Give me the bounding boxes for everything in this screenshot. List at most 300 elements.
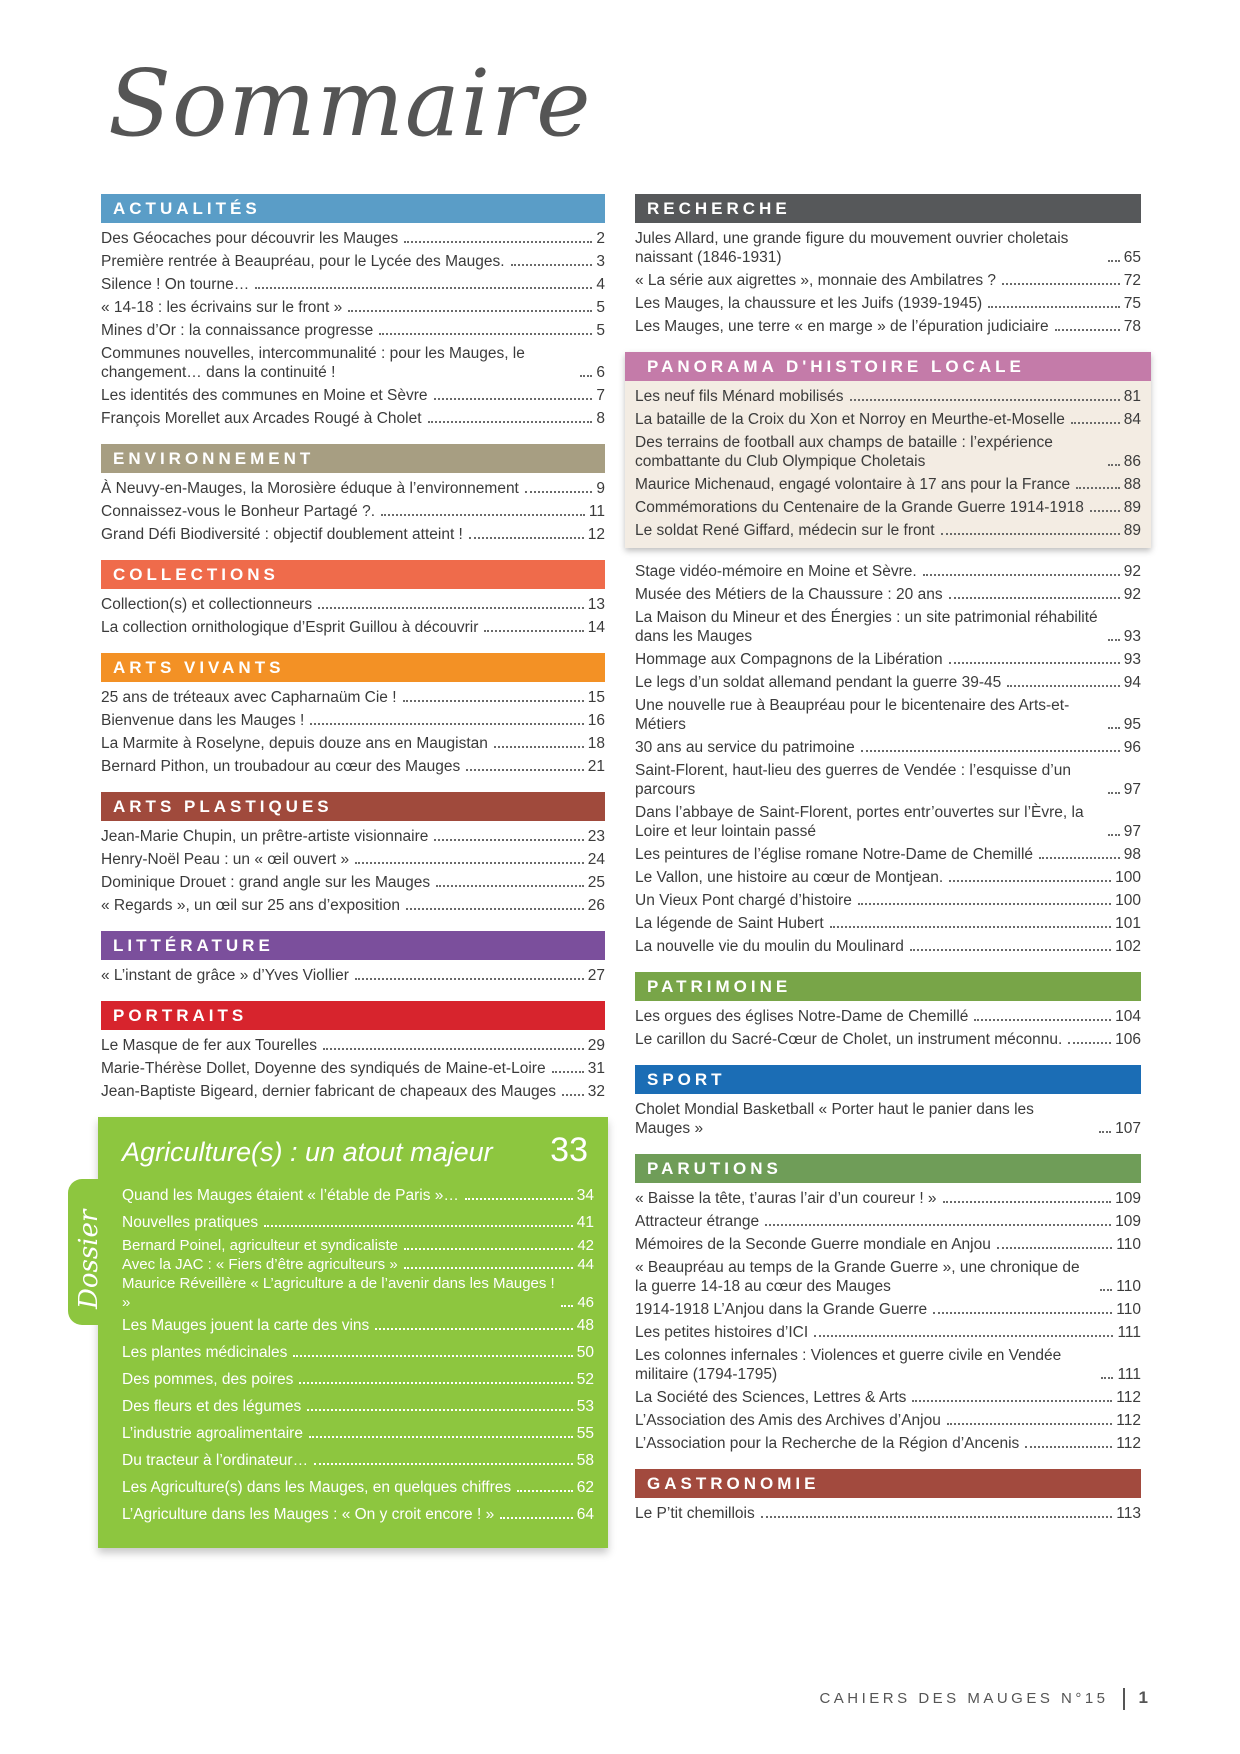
toc-entry-title: Commémorations du Centenaire de la Grande Guerre 1914-1918 [635, 499, 1084, 516]
toc-entry-page: 111 [1117, 1324, 1141, 1341]
toc-entry-title: Les Mauges, une terre « en marge » de l’épuration judiciaire [635, 318, 1049, 335]
toc-entry[interactable] [635, 583, 1141, 606]
dot-leader [949, 597, 1120, 599]
toc-entry[interactable] [101, 616, 605, 639]
toc-entry-title: Marie-Thérèse Dollet, Doyenne des syndiqués de Maine-et-Loire [101, 1060, 546, 1077]
toc-entry[interactable] [122, 1366, 594, 1393]
toc-entry-title: Les Mauges, la chaussure et les Juifs (1939-1945) [635, 295, 983, 312]
toc-entry-title: 25 ans de tréteaux avec Capharnaüm Cie ! [101, 689, 397, 706]
dot-leader [858, 903, 1111, 905]
dot-leader [469, 537, 584, 539]
section-heading: GASTRONOMIE [635, 1469, 1141, 1498]
toc-entry-title: 30 ans au service du patrimoine [635, 739, 855, 756]
page-number: 1 [1138, 1688, 1148, 1707]
dossier-header [122, 1131, 594, 1170]
toc-entry-page: 4 [596, 276, 605, 293]
toc-entry-page: 18 [587, 735, 605, 752]
dossier-page-number: 33 [550, 1131, 588, 1169]
section-environnement [101, 444, 605, 546]
toc-entry-page: 110 [1116, 1278, 1141, 1295]
toc-entry-page: 64 [576, 1506, 594, 1523]
toc-entry-page: 23 [587, 828, 605, 845]
toc-entry[interactable] [635, 736, 1141, 759]
toc-entry-page: 95 [1123, 716, 1141, 733]
toc-entry-title: Nouvelles pratiques [122, 1214, 259, 1231]
dot-leader [436, 885, 584, 887]
toc-entry[interactable] [101, 848, 605, 871]
toc-entry[interactable] [122, 1501, 594, 1528]
toc-entry[interactable] [635, 1432, 1141, 1455]
dossier-title: Agriculture(s) : un atout majeur [122, 1137, 493, 1167]
toc-entry-title: « La série aux aigrettes », monnaie des Ambilatres ? [635, 272, 997, 289]
toc-entry-title: Les identités des communes en Moine et Sèvre [101, 387, 428, 404]
dot-leader [1071, 422, 1120, 424]
section-heading: ENVIRONNEMENT [101, 444, 605, 473]
toc-entry-page: 88 [1123, 476, 1141, 493]
dot-leader [1007, 685, 1120, 687]
dot-leader [552, 1071, 584, 1073]
toc-entry-page: 72 [1123, 272, 1141, 289]
toc-entry-page: 6 [596, 364, 605, 381]
dot-leader [1108, 792, 1120, 794]
toc-entry-page: 5 [596, 299, 605, 316]
toc-entry[interactable] [635, 560, 1141, 583]
dot-leader [404, 1267, 574, 1269]
section-heading: PANORAMA D'HISTOIRE LOCALE [625, 352, 1151, 381]
toc-entry-title: Les Mauges jouent la carte des vins [122, 1317, 370, 1334]
toc-entry-title: Quand les Mauges étaient « l’étable de Paris »… [122, 1187, 459, 1204]
toc-entry-page: 93 [1123, 628, 1141, 645]
toc-entry-page: 106 [1115, 1031, 1141, 1048]
dot-leader [1100, 1289, 1112, 1291]
toc-entry[interactable] [635, 1256, 1141, 1298]
toc-entry-title: Maurice Réveillère « L’agriculture a de l’avenir dans les Mauges ! » [122, 1275, 555, 1311]
toc-entry[interactable] [635, 1187, 1141, 1210]
dot-leader [1076, 487, 1120, 489]
section-heading: PATRIMOINE [635, 972, 1141, 1001]
toc-entry[interactable] [635, 1344, 1141, 1386]
toc-entry-page: 86 [1123, 453, 1141, 470]
dot-leader [500, 1517, 573, 1519]
toc-entry[interactable] [635, 694, 1141, 736]
right-column [635, 194, 1141, 1539]
dot-leader [314, 1463, 573, 1465]
toc-entry[interactable] [635, 473, 1141, 496]
toc-entry-page: 15 [587, 689, 605, 706]
dot-leader [988, 306, 1120, 308]
toc-entry[interactable] [101, 523, 605, 546]
toc-entry-title: Connaissez-vous le Bonheur Partagé ?. [101, 503, 375, 520]
toc-entry[interactable] [101, 1034, 605, 1057]
section-sport [635, 1065, 1141, 1140]
dot-leader [293, 1355, 572, 1357]
toc-entry-title: Un Vieux Pont chargé d’histoire [635, 892, 852, 909]
toc-entry-page: 92 [1123, 586, 1141, 603]
dot-leader [910, 949, 1111, 951]
section-heading: ARTS PLASTIQUES [101, 792, 605, 821]
dot-leader [1039, 857, 1120, 859]
dot-leader [466, 769, 583, 771]
toc-entry-page: 7 [596, 387, 605, 404]
toc-entry-title: La Maison du Mineur et des Énergies : un site patrimonial réhabilité dans les Mauges [635, 609, 1098, 645]
dot-leader [974, 1019, 1111, 1021]
toc-entry-page: 89 [1123, 522, 1141, 539]
section-patrimoine [635, 972, 1141, 1051]
toc-entry-title: Le carillon du Sacré-Cœur de Cholet, un instrument méconnu. [635, 1031, 1063, 1048]
toc-entry[interactable] [635, 1298, 1141, 1321]
toc-entry-title: Les peintures de l’église romane Notre-Dame de Chemillé [635, 846, 1034, 863]
section-parutions [635, 1154, 1141, 1455]
toc-entry-page: 112 [1116, 1435, 1141, 1452]
toc-entry[interactable] [101, 871, 605, 894]
toc-entry[interactable] [635, 519, 1141, 542]
toc-entry-page: 94 [1123, 674, 1141, 691]
toc-entry[interactable] [101, 825, 605, 848]
toc-entry[interactable] [635, 843, 1141, 866]
toc-entry-page: 9 [596, 480, 605, 497]
toc-entry[interactable] [122, 1393, 594, 1420]
toc-entry[interactable] [122, 1236, 594, 1255]
toc-entry-title: Le soldat René Giffard, médecin sur le front [635, 522, 935, 539]
toc-entry[interactable] [101, 250, 605, 273]
toc-entry-page: 100 [1115, 892, 1141, 909]
dot-leader [1099, 1131, 1111, 1133]
dot-leader [379, 333, 592, 335]
dot-leader [1101, 1377, 1113, 1379]
toc-entry-page: 62 [576, 1479, 594, 1496]
dot-leader [561, 1305, 573, 1307]
section-panorama [625, 352, 1151, 548]
dot-leader [912, 1400, 1112, 1402]
toc-entry-title: L’industrie agroalimentaire [122, 1425, 303, 1442]
dossier-tab-label: Dossier [74, 1209, 104, 1309]
toc-entry[interactable] [635, 385, 1141, 408]
dot-leader [404, 1248, 573, 1250]
toc-entry[interactable] [122, 1420, 594, 1447]
toc-entry-title: L’Agriculture dans les Mauges : « On y croit encore ! » [122, 1506, 495, 1523]
toc-entry-title: Une nouvelle rue à Beaupréau pour le bicentenaire des Arts-et-Métiers [635, 697, 1070, 733]
toc-entry-title: Dans l’abbaye de Saint-Florent, portes entr’ouvertes sur l’Èvre, la Loire et leur lointain passé [635, 804, 1084, 840]
toc-entry[interactable] [635, 315, 1141, 338]
dot-leader [318, 607, 584, 609]
section-panorama-more [635, 560, 1141, 958]
toc-entry[interactable] [635, 496, 1141, 519]
toc-entry[interactable] [635, 1321, 1141, 1344]
toc-entry[interactable] [122, 1447, 594, 1474]
toc-entry-page: 32 [587, 1083, 605, 1100]
toc-entry-page: 21 [587, 758, 605, 775]
toc-entry[interactable] [635, 671, 1141, 694]
toc-entry[interactable] [635, 606, 1141, 648]
toc-entry-page: 5 [596, 322, 605, 339]
dot-leader [406, 908, 584, 910]
toc-entry[interactable] [635, 292, 1141, 315]
toc-entry[interactable] [635, 889, 1141, 912]
toc-entry-title: « Regards », un œil sur 25 ans d’exposition [101, 897, 400, 914]
toc-entry[interactable] [635, 1409, 1141, 1432]
dot-leader [511, 264, 593, 266]
toc-entry[interactable] [101, 384, 605, 407]
toc-entry-page: 44 [577, 1256, 594, 1273]
toc-entry-title: Attracteur étrange [635, 1213, 760, 1230]
dot-leader [765, 1224, 1111, 1226]
toc-entry[interactable] [101, 894, 605, 917]
toc-entry-title: La nouvelle vie du moulin du Moulinard [635, 938, 904, 955]
dossier-entries [122, 1182, 594, 1528]
section-heading: PORTRAITS [101, 1001, 605, 1030]
toc-entry-page: 93 [1123, 651, 1141, 668]
toc-entry[interactable] [101, 319, 605, 342]
dot-leader [434, 839, 583, 841]
dot-leader [814, 1335, 1113, 1337]
toc-entry-page: 14 [587, 619, 605, 636]
toc-entry[interactable] [101, 227, 605, 250]
toc-entry-title: Dominique Drouet : grand angle sur les Mauges [101, 874, 431, 891]
toc-entry-title: Des pommes, des poires [122, 1371, 294, 1388]
toc-entry[interactable] [635, 431, 1141, 473]
toc-entry-title: Première rentrée à Beaupréau, pour le Lycée des Mauges. [101, 253, 505, 270]
toc-entry-page: 12 [587, 526, 605, 543]
toc-entry[interactable] [122, 1474, 594, 1501]
dossier-box [74, 1117, 608, 1548]
dot-leader [1055, 329, 1120, 331]
toc-entry-page: 110 [1116, 1301, 1141, 1318]
toc-entry-title: Avec la JAC : « Fiers d’être agriculteurs » [122, 1256, 398, 1273]
toc-entry-title: Bernard Poinel, agriculteur et syndicaliste [122, 1237, 398, 1254]
toc-entry-title: L’Association des Amis des Archives d’Anjou [635, 1412, 941, 1429]
toc-entry-title: Musée des Métiers de la Chaussure : 20 ans [635, 586, 943, 603]
toc-entry-title: « Baisse la tête, t’auras l’air d’un coureur ! » [635, 1190, 937, 1207]
toc-entry[interactable] [101, 593, 605, 616]
dot-leader [310, 723, 583, 725]
toc-entry[interactable] [101, 709, 605, 732]
toc-entry[interactable] [101, 964, 605, 987]
dot-leader [1108, 260, 1120, 262]
toc-entry-title: Le Vallon, une histoire au cœur de Montjean. [635, 869, 944, 886]
toc-entry-page: 42 [577, 1237, 594, 1254]
toc-entry-title: Le legs d’un soldat allemand pendant la guerre 39-45 [635, 674, 1002, 691]
toc-entry-title: Maurice Michenaud, engagé volontaire à 17 ans pour la France [635, 476, 1071, 493]
dot-leader [517, 1490, 573, 1492]
toc-entry-page: 55 [576, 1425, 594, 1442]
section-actualites [101, 194, 605, 430]
toc-entry-title: L’Association pour la Recherche de la Région d’Ancenis [635, 1435, 1020, 1452]
toc-entry[interactable] [101, 407, 605, 430]
toc-entry-page: 24 [587, 851, 605, 868]
dot-leader [299, 1382, 572, 1384]
toc-entry-page: 112 [1116, 1412, 1141, 1429]
toc-entry[interactable] [101, 273, 605, 296]
toc-entry-page: 25 [587, 874, 605, 891]
dot-leader [830, 926, 1111, 928]
toc-entry-title: La bataille de la Croix du Xon et Norroy en Meurthe-et-Moselle [635, 411, 1065, 428]
toc-entry-page: 46 [577, 1294, 594, 1311]
toc-entry-title: À Neuvy-en-Mauges, la Morosière éduque à l’environnement [101, 480, 519, 497]
dot-leader [525, 491, 593, 493]
toc-entry-title: Les neuf fils Ménard mobilisés [635, 388, 844, 405]
toc-entry-page: 34 [576, 1187, 594, 1204]
toc-entry-page: 81 [1123, 388, 1141, 405]
toc-entry-page: 3 [596, 253, 605, 270]
toc-entry-page: 110 [1116, 1236, 1141, 1253]
toc-entry[interactable] [101, 500, 605, 523]
toc-entry-page: 2 [596, 230, 605, 247]
dot-leader [1108, 464, 1120, 466]
dot-leader [494, 746, 584, 748]
toc-entry[interactable] [635, 1210, 1141, 1233]
toc-entry[interactable] [122, 1274, 594, 1312]
toc-entry-page: 98 [1123, 846, 1141, 863]
toc-entry-title: Les plantes médicinales [122, 1344, 288, 1361]
section-heading: RECHERCHE [635, 194, 1141, 223]
toc-entry-page: 101 [1115, 915, 1141, 932]
dot-leader [309, 1436, 573, 1438]
toc-entry-page: 65 [1123, 249, 1141, 266]
dot-leader [1002, 283, 1120, 285]
dot-leader [484, 630, 583, 632]
toc-entry[interactable] [635, 801, 1141, 843]
dot-leader [255, 287, 592, 289]
toc-entry-title: Henry-Noël Peau : un « œil ouvert » [101, 851, 350, 868]
section-gastronomie [635, 1469, 1141, 1525]
toc-entry[interactable] [101, 686, 605, 709]
toc-entry[interactable] [635, 227, 1141, 269]
toc-entry[interactable] [635, 1233, 1141, 1256]
page-title: Sommaire [108, 50, 592, 157]
toc-entry[interactable] [635, 1098, 1141, 1140]
dot-leader [861, 750, 1120, 752]
toc-entry[interactable] [101, 477, 605, 500]
toc-entry-title: Jean-Marie Chupin, un prêtre-artiste visionnaire [101, 828, 429, 845]
toc-entry-page: 104 [1115, 1008, 1141, 1025]
toc-entry-title: « L’instant de grâce » d’Yves Viollier [101, 967, 349, 984]
dot-leader [997, 1247, 1112, 1249]
toc-entry-title: Du tracteur à l’ordinateur… [122, 1452, 309, 1469]
toc-entry-page: 16 [587, 712, 605, 729]
toc-entry-page: 97 [1123, 781, 1141, 798]
toc-entry[interactable] [635, 408, 1141, 431]
toc-entry-page: 13 [587, 596, 605, 613]
toc-entry[interactable] [101, 342, 605, 384]
toc-entry[interactable] [101, 755, 605, 778]
toc-entry-title: Collection(s) et collectionneurs [101, 596, 313, 613]
toc-entry[interactable] [635, 269, 1141, 292]
toc-entry-page: 96 [1123, 739, 1141, 756]
dossier-tab [68, 1179, 112, 1325]
dot-leader [1108, 639, 1120, 641]
toc-entry[interactable] [635, 648, 1141, 671]
toc-entry-page: 97 [1123, 823, 1141, 840]
toc-entry[interactable] [635, 1028, 1141, 1051]
toc-entry-title: Les petites histoires d’ICI [635, 1324, 809, 1341]
toc-entry[interactable] [635, 1502, 1141, 1525]
dot-leader [323, 1048, 584, 1050]
toc-entry-title: Jules Allard, une grande figure du mouvement ouvrier choletais naissant (1846-1931) [635, 230, 1069, 266]
toc-entry-page: 53 [576, 1398, 594, 1415]
toc-entry-title: 1914-1918 L’Anjou dans la Grande Guerre [635, 1301, 928, 1318]
toc-entry[interactable] [635, 759, 1141, 801]
toc-entry[interactable] [635, 912, 1141, 935]
toc-entry-page: 29 [587, 1037, 605, 1054]
toc-entry-title: « Beaupréau au temps de la Grande Guerre », une chronique de la guerre 14-18 au cœur des Mauges [635, 1259, 1080, 1295]
toc-entry[interactable] [635, 866, 1141, 889]
toc-entry-title: Grand Défi Biodiversité : objectif doublement atteint ! [101, 526, 463, 543]
left-column [74, 194, 605, 1548]
toc-entry-page: 48 [576, 1317, 594, 1334]
section-arts-plastiques [101, 792, 605, 917]
section-heading: ACTUALITÉS [101, 194, 605, 223]
toc-entry-title: François Morellet aux Arcades Rougé à Cholet [101, 410, 422, 427]
toc-entry-title: Silence ! On tourne… [101, 276, 250, 293]
toc-entry-page: 111 [1117, 1366, 1141, 1383]
dot-leader [933, 1312, 1112, 1314]
toc-entry[interactable] [122, 1312, 594, 1339]
toc-entry[interactable] [101, 732, 605, 755]
dot-leader [355, 862, 584, 864]
toc-entry-page: 27 [587, 967, 605, 984]
toc-entry-title: La Société des Sciences, Lettres & Arts [635, 1389, 907, 1406]
toc-entry-page: 102 [1115, 938, 1141, 955]
toc-entry-title: Les Agriculture(s) dans les Mauges, en quelques chiffres [122, 1479, 512, 1496]
section-arts-vivants [101, 653, 605, 778]
toc-entry-title: Bernard Pithon, un troubadour au cœur des Mauges [101, 758, 461, 775]
toc-entry-page: 75 [1123, 295, 1141, 312]
toc-entry[interactable] [122, 1182, 594, 1209]
toc-entry[interactable] [101, 296, 605, 319]
toc-entry[interactable] [122, 1209, 594, 1236]
dot-leader [428, 421, 593, 423]
toc-entry-page: 11 [588, 503, 605, 520]
dot-leader [761, 1516, 1113, 1518]
toc-entry[interactable] [101, 1057, 605, 1080]
toc-entry[interactable] [101, 1080, 605, 1103]
dot-leader [580, 375, 592, 377]
toc-entry-page: 89 [1123, 499, 1141, 516]
dot-leader [404, 241, 592, 243]
dot-leader [947, 1423, 1112, 1425]
toc-entry-title: Hommage aux Compagnons de la Libération [635, 651, 943, 668]
section-heading: COLLECTIONS [101, 560, 605, 589]
toc-entry[interactable] [635, 1386, 1141, 1409]
toc-entry-title: Bienvenue dans les Mauges ! [101, 712, 305, 729]
toc-entry[interactable] [122, 1339, 594, 1366]
toc-entry[interactable] [635, 935, 1141, 958]
toc-entry[interactable] [635, 1005, 1141, 1028]
toc-entry-page: 26 [587, 897, 605, 914]
toc-entry-title: La collection ornithologique d’Esprit Guillou à découvrir [101, 619, 479, 636]
section-heading: PARUTIONS [635, 1154, 1141, 1183]
dot-leader [562, 1094, 584, 1096]
toc-entry-title: Les colonnes infernales : Violences et guerre civile en Vendée militaire (1794-1795) [635, 1347, 1062, 1383]
dot-leader [1090, 510, 1120, 512]
dot-leader [434, 398, 593, 400]
dot-leader [1025, 1446, 1112, 1448]
toc-entry[interactable] [122, 1255, 594, 1274]
publication-name: CAHIERS DES MAUGES N°15 [819, 1690, 1109, 1707]
section-portraits [101, 1001, 605, 1103]
toc-entry-title: La Marmite à Roselyne, depuis douze ans en Maugistan [101, 735, 488, 752]
toc-entry-page: 50 [576, 1344, 594, 1361]
page-footer [819, 1688, 1148, 1710]
section-recherche [635, 194, 1141, 338]
dot-leader [943, 1201, 1112, 1203]
dot-leader [949, 662, 1120, 664]
toc-entry-title: Mines d’Or : la connaissance progresse [101, 322, 374, 339]
dot-leader [264, 1225, 573, 1227]
dot-leader [1108, 834, 1120, 836]
toc-entry-page: 78 [1123, 318, 1141, 335]
dot-leader [1068, 1042, 1111, 1044]
